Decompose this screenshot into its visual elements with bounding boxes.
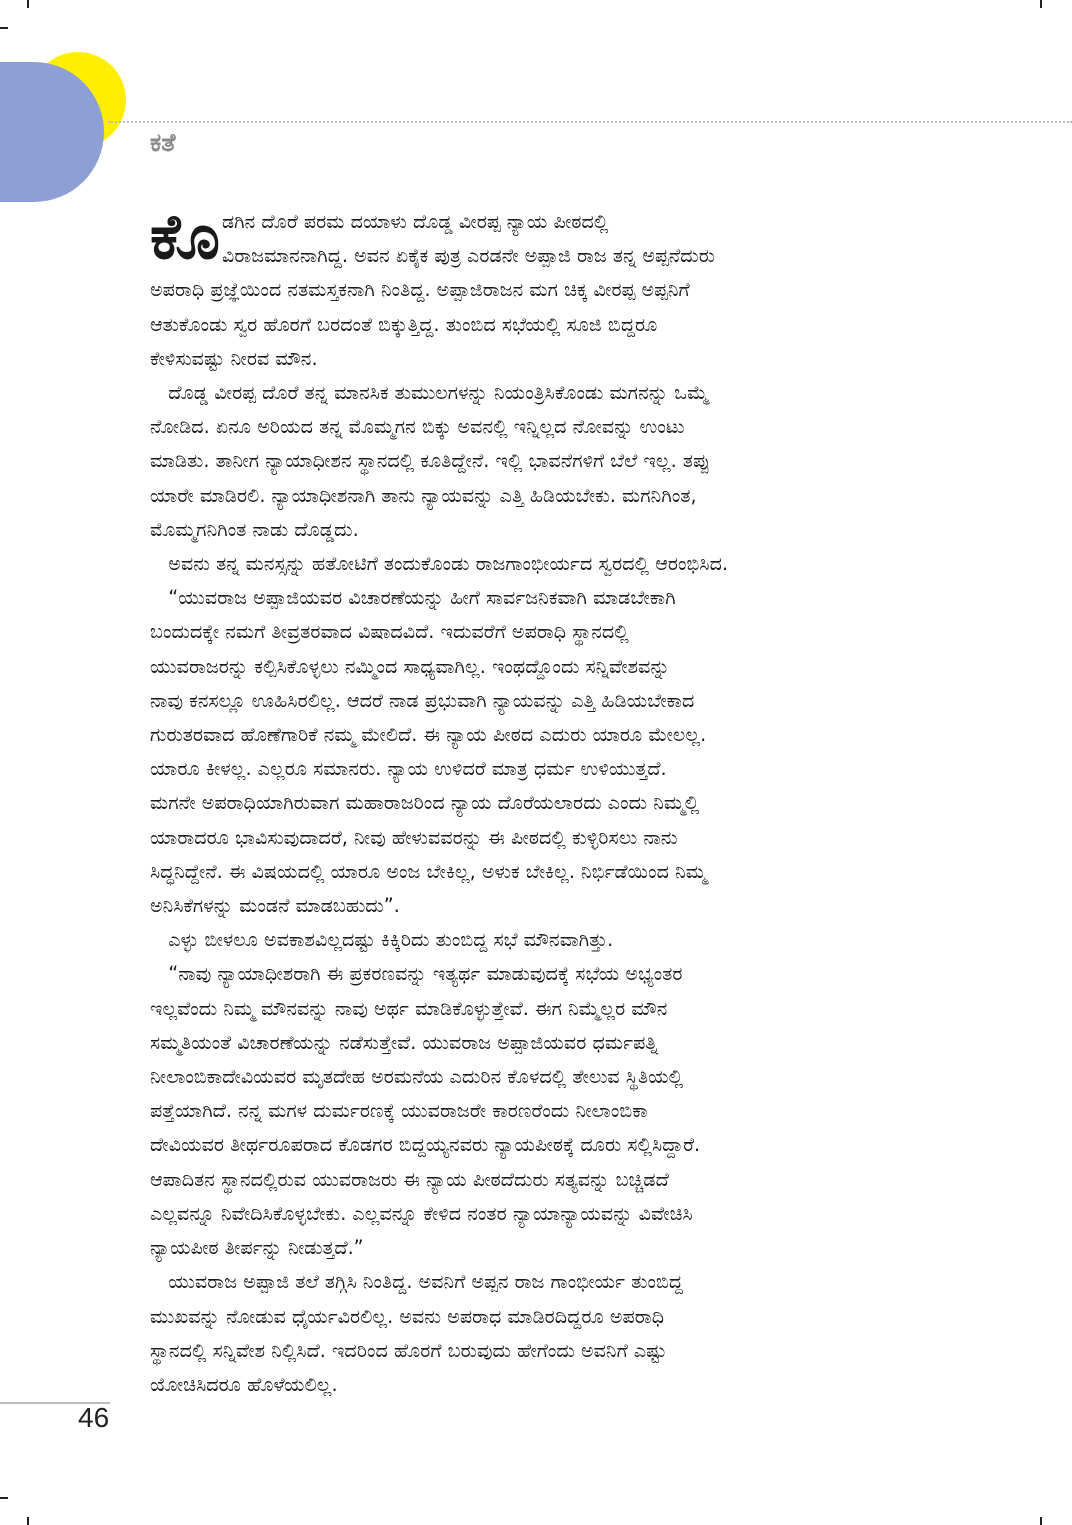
text-line: ನ್ಯಾಯಪೀಠ ತೀರ್ಪನ್ನು ನೀಡುತ್ತದೆ.”: [150, 1236, 364, 1260]
story-lines: [150, 200, 945, 1402]
text-line: ಎಲ್ಲವನ್ನೂ ನಿವೇದಿಸಿಕೊಳ್ಳಬೇಕು. ಎಲ್ಲವನ್ನೂ ಕೇಳಿದ ನಂತರ ನ್ಯಾಯಾನ್ಯಾಯವನ್ನು ವಿವೇಚಿಸಿ: [150, 1201, 693, 1225]
text-line: ಬಂದುದಕ್ಕೇ ನಮಗೆ ತೀವ್ರತರವಾದ ವಿಷಾದವಿದೆ. ಇದುವರೆಗೆ ಅಪರಾಧಿ ಸ್ಥಾನದಲ್ಲಿ: [150, 620, 629, 644]
text-line: ಯಾರಾದರೂ ಭಾವಿಸುವುದಾದರೆ, ನೀವು ಹೇಳುವವರನ್ನು ಈ ಪೀಠದಲ್ಲಿ ಕುಳ್ಳಿರಿಸಲು ನಾನು: [150, 825, 678, 849]
text-line: ಅನಿಸಿಕೆಗಳನ್ನು ಮಂಡನೆ ಮಾಡಬಹುದು”.: [150, 894, 400, 918]
section-label: ಕತೆ: [150, 128, 176, 157]
text-line: “ನಾವು ನ್ಯಾಯಾಧೀಶರಾಗಿ ಈ ಪ್ರಕರಣವನ್ನು ಇತ್ಯರ್ಥ ಮಾಡುವುದಕ್ಕೆ ಸಭೆಯ ಅಭ್ಯಂತರ: [150, 962, 683, 986]
crop-mark: [27, 0, 29, 8]
text-line: ಸಮ್ಮತಿಯಂತೆ ವಿಚಾರಣೆಯನ್ನು ನಡೆಸುತ್ತೇವೆ. ಯುವರಾಜ ಅಪ್ಪಾಜಿಯವರ ಧರ್ಮಪತ್ನಿ: [150, 1030, 659, 1054]
text-line: ದೇವಿಯವರ ತೀರ್ಥರೂಪರಾದ ಕೊಡಗರ ಬಿದ್ದಯ್ಯನವರು ನ್ಯಾಯಪೀಠಕ್ಕೆ ದೂರು ಸಲ್ಲಿಸಿದ್ದಾರೆ.: [150, 1133, 701, 1157]
text-line: ಡಗಿನ ದೊರೆ ಪರಮ ದಯಾಳು ದೊಡ್ಡ ವೀರಪ್ಪ ನ್ಯಾಯ ಪೀಠದಲ್ಲಿ: [221, 210, 609, 233]
text-line: ಮೊಮ್ಮಗನಿಗಿಂತ ನಾಡು ದೊಡ್ಡದು.: [150, 517, 359, 541]
text-line: ಗುರುತರವಾದ ಹೊಣೆಗಾರಿಕೆ ನಮ್ಮ ಮೇಲಿದೆ. ಈ ನ್ಯಾಯ ಪೀಠದ ಎದುರು ಯಾರೂ ಮೇಲಲ್ಲ.: [150, 723, 707, 747]
text-line: ಇಲ್ಲವೆಂದು ನಿಮ್ಮ ಮೌನವನ್ನು ನಾವು ಅರ್ಥ ಮಾಡಿಕೊಳ್ಳುತ್ತೇವೆ. ಈಗ ನಿಮ್ಮೆಲ್ಲರ ಮೌನ: [150, 996, 668, 1020]
crop-mark: [0, 27, 8, 29]
crop-mark: [1040, 1517, 1042, 1525]
page-number: 46: [78, 1402, 110, 1433]
text-line: ನೋಡಿದ. ಏನೂ ಅರಿಯದ ತನ್ನ ಮೊಮ್ಮಗನ ಬಿಕ್ಕು ಅವನಲ್ಲಿ ಇನ್ನಿಲ್ಲದ ನೋವನ್ನು ಉಂಟು: [150, 415, 685, 439]
text-line: ಸಿದ್ಧನಿದ್ದೇನೆ. ಈ ವಿಷಯದಲ್ಲಿ ಯಾರೂ ಅಂಜ ಬೇಕಿಲ್ಲ, ಅಳುಕ ಬೇಕಿಲ್ಲ. ನಿರ್ಭಿಡೆಯಿಂದ ನಿಮ್ಮ: [150, 859, 707, 883]
text-line: ದೊಡ್ಡ ವೀರಪ್ಪ ದೊರೆ ತನ್ನ ಮಾನಸಿಕ ತುಮುಲಗಳನ್ನು ನಿಯಂತ್ರಿಸಿಕೊಂಡು ಮಗನನ್ನು ಒಮ್ಮೆ: [150, 381, 709, 405]
text-line: ಆತುಕೊಂಡು ಸ್ವರ ಹೊರಗೆ ಬರದಂತೆ ಬಿಕ್ಕುತ್ತಿದ್ದ. ತುಂಬಿದ ಸಭೆಯಲ್ಲಿ ಸೂಜಿ ಬಿದ್ದರೂ: [150, 312, 658, 336]
text-line: ಮಾಡಿತು. ತಾನೀಗ ನ್ಯಾಯಾಧೀಶನ ಸ್ಥಾನದಲ್ಲಿ ಕೂತಿದ್ದೇನೆ. ಇಲ್ಲಿ ಭಾವನೆಗಳಿಗೆ ಬೆಲೆ ಇಲ್ಲ. ತಪ್ಪು: [150, 449, 711, 473]
text-line: ಎಳ್ಳು ಬೀಳಲೂ ಅವಕಾಶವಿಲ್ಲದಷ್ಟು ಕಿಕ್ಕಿರಿದು ತುಂಬಿದ್ದ ಸಭೆ ಮೌನವಾಗಿತ್ತು.: [150, 928, 614, 952]
text-line: “ಯುವರಾಜ ಅಪ್ಪಾಜಿಯವರ ವಿಚಾರಣೆಯನ್ನು ಹೀಗೆ ಸಾರ್ವಜನಿಕವಾಗಿ ಮಾಡಬೇಕಾಗಿ: [150, 586, 676, 610]
text-line: ಪತ್ತೆಯಾಗಿದೆ. ನನ್ನ ಮಗಳ ದುರ್ಮರಣಕ್ಕೆ ಯುವರಾಜರೇ ಕಾರಣರೆಂದು ನೀಲಾಂಬಿಕಾ: [150, 1099, 648, 1123]
text-line: ವಿರಾಜಮಾನನಾಗಿದ್ದ. ಅವನ ಏಕೈಕ ಪುತ್ರ ಎರಡನೇ ಅಪ್ಪಾಜಿ ರಾಜ ತನ್ನ ಅಪ್ಪನೆದುರು: [221, 244, 716, 268]
crop-mark: [1040, 0, 1042, 8]
text-line: ಆಪಾದಿತನ ಸ್ಥಾನದಲ್ಲಿರುವ ಯುವರಾಜರು ಈ ನ್ಯಾಯ ಪೀಠದೆದುರು ಸತ್ಯವನ್ನು ಬಚ್ಚಿಡದೆ: [150, 1167, 669, 1191]
text-line: ಅಪರಾಧಿ ಪ್ರಜ್ಞೆಯಿಂದ ನತಮಸ್ತಕನಾಗಿ ನಿಂತಿದ್ದ. ಅಪ್ಪಾಜಿರಾಜನ ಮಗ ಚಿಕ್ಕ ವೀರಪ್ಪ ಅಪ್ಪನಿಗೆ: [150, 278, 690, 302]
text-line: ಸ್ಥಾನದಲ್ಲಿ ಸನ್ನಿವೇಶ ನಿಲ್ಲಿಸಿದೆ. ಇದರಿಂದ ಹೊರಗೆ ಬರುವುದು ಹೇಗೆಂದು ಅವನಿಗೆ ಎಷ್ಟು: [150, 1338, 667, 1362]
text-line: ಯಾರೇ ಮಾಡಿರಲಿ. ನ್ಯಾಯಾಧೀಶನಾಗಿ ತಾನು ನ್ಯಾಯವನ್ನು ಎತ್ತಿ ಹಿಡಿಯಬೇಕು. ಮಗನಿಗಿಂತ,: [150, 483, 697, 507]
text-line: ಯಾರೂ ಕೀಳಲ್ಲ. ಎಲ್ಲರೂ ಸಮಾನರು. ನ್ಯಾಯ ಉಳಿದರೆ ಮಾತ್ರ ಧರ್ಮ ಉಳಿಯುತ್ತದೆ.: [150, 757, 667, 781]
story-text: [150, 200, 945, 1402]
crop-mark: [27, 1517, 29, 1525]
text-line: ನೀಲಾಂಬಿಕಾದೇವಿಯವರ ಮೃತದೇಹ ಅರಮನೆಯ ಎದುರಿನ ಕೊಳದಲ್ಲಿ ತೇಲುವ ಸ್ಥಿತಿಯಲ್ಲಿ: [150, 1065, 684, 1089]
text-line: ಕೇಳಿಸುವಷ್ಟು ನೀರವ ಮೌನ.: [150, 346, 318, 370]
text-line: ಮುಖವನ್ನು ನೋಡುವ ಧೈರ್ಯವಿರಲಿಲ್ಲ. ಅವನು ಅಪರಾಧ ಮಾಡಿರದಿದ್ದರೂ ಅಪರಾಧಿ: [150, 1304, 665, 1328]
text-line: ಮಗನೇ ಅಪರಾಧಿಯಾಗಿರುವಾಗ ಮಹಾರಾಜರಿಂದ ನ್ಯಾಯ ದೊರೆಯಲಾರದು ಎಂದು ನಿಮ್ಮಲ್ಲಿ: [150, 791, 700, 815]
text-line: ಯೋಚಿಸಿದರೂ ಹೊಳೆಯಲಿಲ್ಲ.: [150, 1372, 338, 1396]
text-line: ಅವನು ತನ್ನ ಮನಸ್ಸನ್ನು ಹತೋಟಿಗೆ ತಂದುಕೊಂಡು ರಾಜಗಾಂಭೀರ್ಯದ ಸ್ವರದಲ್ಲಿ ಆರಂಭಿಸಿದ.: [150, 552, 729, 576]
header-dotted-rule: [108, 121, 1072, 123]
crop-mark: [0, 1497, 8, 1499]
text-line: ಯುವರಾಜ ಅಪ್ಪಾಜಿ ತಲೆ ತಗ್ಗಿಸಿ ನಿಂತಿದ್ದ. ಅವನಿಗೆ ಅಪ್ಪನ ರಾಜ ಗಾಂಭೀರ್ಯ ತುಂಬಿದ್ದ: [150, 1270, 684, 1294]
text-line: ನಾವು ಕನಸಲ್ಲೂ ಊಹಿಸಿರಲಿಲ್ಲ. ಆದರೆ ನಾಡ ಪ್ರಭುವಾಗಿ ನ್ಯಾಯವನ್ನು ಎತ್ತಿ ಹಿಡಿಯಬೇಕಾದ: [150, 688, 695, 712]
drop-cap: ಕೊ: [150, 200, 220, 273]
text-line: ಯುವರಾಜರನ್ನು ಕಲ್ಪಿಸಿಕೊಳ್ಳಲು ನಮ್ಮಿಂದ ಸಾಧ್ಯವಾಗಿಲ್ಲ. ಇಂಥದ್ದೊಂದು ಸನ್ನಿವೇಶವನ್ನು: [150, 654, 670, 678]
